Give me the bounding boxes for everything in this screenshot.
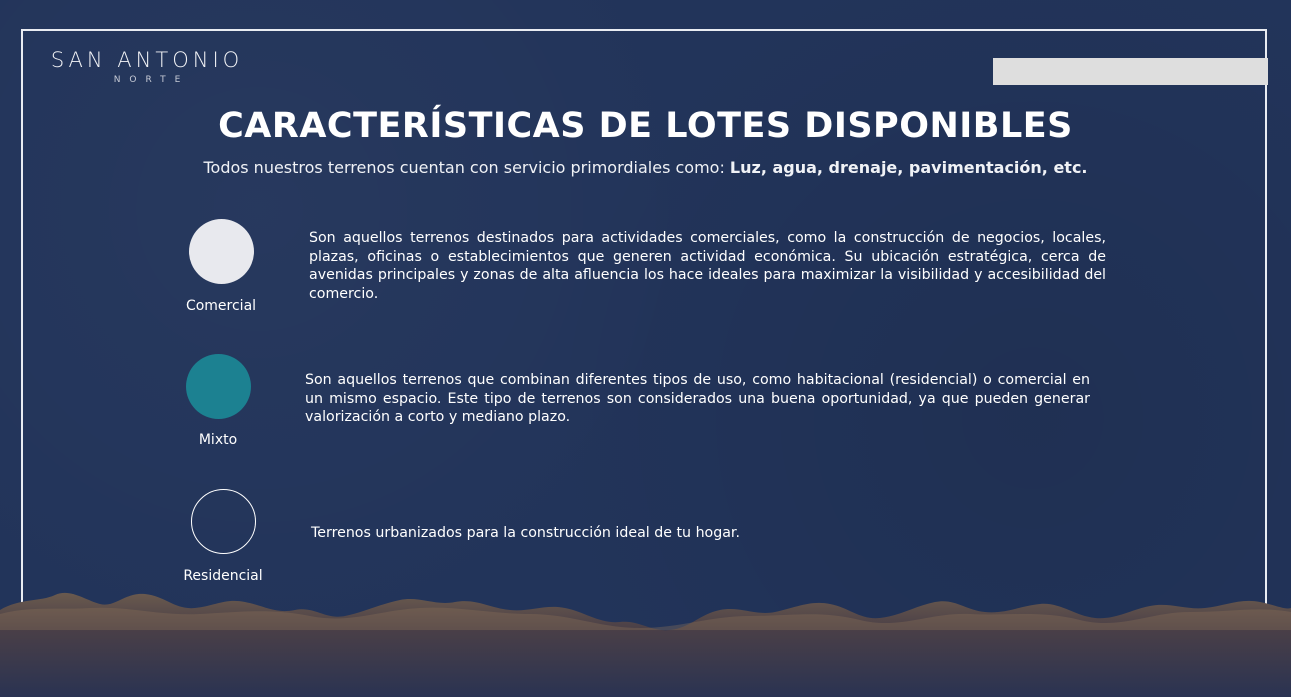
residencial-swatch xyxy=(191,489,256,554)
brand-name: SAN ANTONIO xyxy=(50,48,244,72)
page-subtitle xyxy=(0,158,1291,177)
page-title: CARACTERÍSTICAS DE LOTES DISPONIBLES xyxy=(218,106,1073,146)
brand-logo[interactable] xyxy=(32,48,262,85)
residencial-description: Terrenos urbanizados para la construcción ideal de tu hogar. xyxy=(311,525,740,541)
mixto-swatch xyxy=(186,354,251,419)
comercial-label: Comercial xyxy=(185,298,257,314)
comercial-description: Son aquellos terrenos destinados para actividades comerciales, como la construcción de negocios, locales, plazas, oficinas o establecimientos que generen actividad económica. Su ubicación estratégica, cerca de avenidas principales y zonas de alta afluencia los hace ideales para maximizar la visibilidad y accesibilidad del comercio. xyxy=(309,230,1106,302)
subtitle-services: Luz, agua, drenaje, pavimentación, etc. xyxy=(729,158,1088,177)
comercial-swatch xyxy=(189,219,254,284)
treeline-illustration xyxy=(0,580,1291,697)
subtitle-text: Todos nuestros terrenos cuentan con servicio primordiales como: xyxy=(203,158,730,177)
mixto-label: Mixto xyxy=(198,432,238,448)
brand-subname: NORTE xyxy=(113,75,190,85)
mixto-description: Son aquellos terrenos que combinan diferentes tipos de uso, como habitacional (residencial) o comercial en un mismo espacio. Este tipo de terrenos son considerados una buena oportunidad, ya que pueden generar valorización a corto y mediano plazo. xyxy=(305,372,1090,425)
residencial-label: Residencial xyxy=(183,568,263,584)
search-input[interactable] xyxy=(993,58,1268,85)
